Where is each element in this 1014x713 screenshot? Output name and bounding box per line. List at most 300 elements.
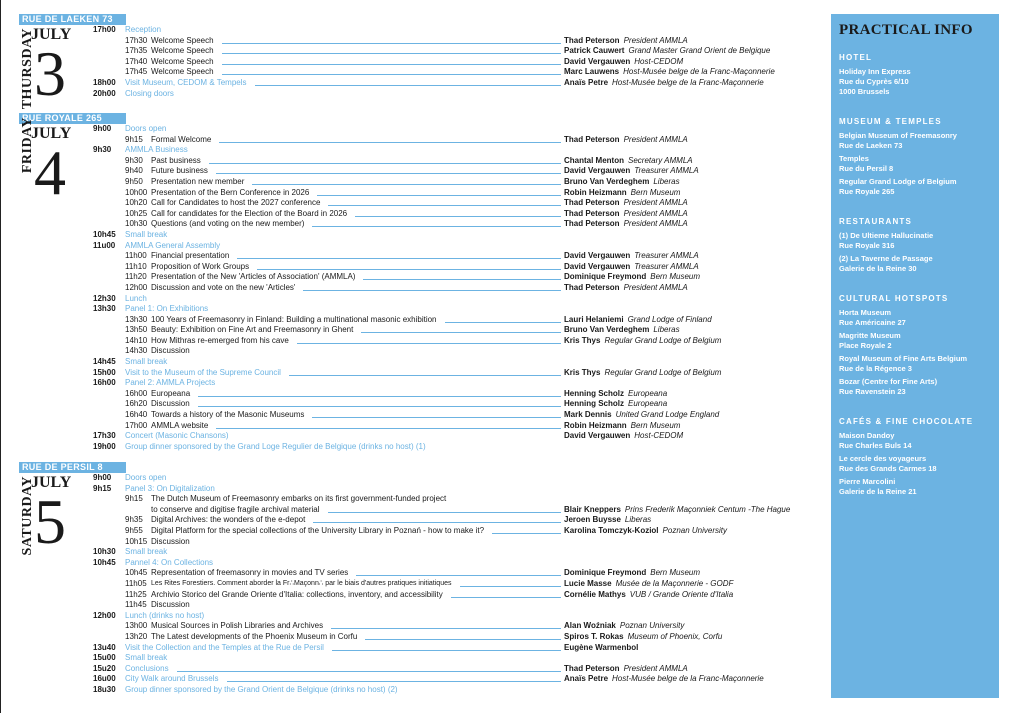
talk-time: 10h25 (125, 208, 148, 218)
info-entry-line: Rue Américaine 27 (839, 318, 906, 327)
speaker-role: President AMMLA (623, 35, 688, 45)
speaker-role: Treasurer AMMLA (634, 166, 699, 176)
session-title: Small break (125, 547, 168, 557)
venue-label: RUE ROYALE 265 (19, 113, 126, 124)
speaker (564, 368, 721, 379)
talk-title: The Dutch Museum of Freemasonry embarks on its first government-funded project (151, 494, 447, 504)
schedule-row (93, 135, 819, 146)
speaker (564, 67, 775, 78)
speaker-name: Lucie Masse (564, 578, 612, 588)
session-title: Lunch (drinks no host) (125, 610, 205, 620)
speaker-name: Mark Dennis (564, 410, 612, 420)
schedule-row (93, 46, 819, 57)
leader-line (222, 53, 561, 54)
talk-time: 13h20 (125, 631, 148, 641)
talk-time: 13h00 (125, 621, 148, 631)
info-entry-line: Horta Museum (839, 308, 892, 317)
speaker-name: David Vergauwen (564, 166, 631, 176)
session-time: 13h30 (93, 304, 116, 314)
venue-label: RUE DE LAEKEN 73 (19, 14, 126, 25)
speaker-name: Jeroen Buysse (564, 515, 621, 525)
session-title: Group dinner sponsored by the Grand Orient de Belgique (drinks no host) (2) (125, 684, 398, 694)
schedule-row (93, 198, 819, 209)
talk-title: Archivio Storico del Grande Oriente d'Italia: collections, inventory, and accessibility (151, 589, 443, 599)
leader-line (445, 322, 561, 323)
speaker (564, 621, 684, 632)
talk-time: 9h40 (125, 166, 143, 176)
speaker-role: Museum of Phoenix, Corfu (627, 631, 723, 641)
schedule-row (93, 315, 819, 326)
speaker (564, 283, 688, 294)
talk-title: The Latest developments of the Phoenix Museum in Corfu (151, 631, 358, 641)
session-title: Visit Museum, CEDOM & Tempels (125, 77, 247, 87)
speaker-name: Spiros T. Rokas (564, 631, 624, 641)
session-title: Panel 3: On Digitalization (125, 483, 215, 493)
info-entry-line: Le cercle des voyageurs (839, 454, 927, 463)
session-time: 9h00 (93, 473, 112, 482)
speaker-name: Marc Lauwens (564, 67, 620, 77)
speaker-role: United Grand Lodge England (615, 410, 720, 420)
schedule-row (93, 294, 819, 305)
schedule-row (93, 494, 819, 505)
speaker-name: Karolina Tomczyk-Koziol (564, 525, 659, 535)
speaker-role: Europeana (628, 388, 668, 398)
session-time: 18h00 (93, 77, 116, 87)
speaker (564, 505, 790, 516)
info-entry (839, 308, 991, 328)
session-title: Panel 2: AMMLA Projects (125, 378, 216, 388)
speaker (564, 272, 700, 283)
speaker (564, 78, 764, 89)
session-title: Doors open (125, 473, 167, 482)
talk-title: Representation of freemasonry in movies and TV series (151, 568, 349, 578)
speaker-role: President AMMLA (623, 134, 688, 144)
speaker-name: Alan Woźniak (564, 621, 616, 631)
leader-line (219, 142, 561, 143)
day-number: 3 (34, 38, 66, 109)
schedule-row (93, 442, 819, 453)
month-label: JULY (31, 474, 72, 491)
speaker-name: Thad Peterson (564, 219, 620, 229)
leader-line (331, 628, 561, 629)
leader-line (328, 512, 561, 513)
info-entry (839, 231, 991, 251)
talk-time: 17h35 (125, 46, 148, 56)
speaker-name: Cornélie Mathys (564, 589, 626, 599)
info-entry-line: Bozar (Centre for Fine Arts) (839, 377, 938, 386)
talk-title: AMMLA website (151, 420, 209, 430)
speaker-name: Robin Heizmann (564, 420, 627, 430)
speaker-name: Robin Heizmann (564, 187, 627, 197)
info-entry-line: Pierre Marcolini (839, 477, 896, 486)
schedule-row (93, 611, 819, 622)
speaker (564, 579, 733, 590)
info-entry-line: Rue du Persil 8 (839, 164, 894, 173)
speaker (564, 156, 693, 167)
speaker (564, 336, 721, 347)
speaker (564, 198, 688, 209)
talk-title: Discussion (151, 399, 190, 409)
speaker (564, 188, 680, 199)
talk-title: Presentation of the New 'Articles of Association' (AMMLA) (151, 272, 356, 282)
leader-line (257, 269, 561, 270)
info-entry (839, 131, 991, 151)
speaker (564, 262, 699, 273)
talk-title: Welcome Speech (151, 35, 214, 45)
schedule-row (93, 241, 819, 252)
info-section (839, 217, 991, 274)
info-section-heading: RESTAURANTS (839, 217, 913, 226)
talk-title: Welcome Speech (151, 67, 214, 77)
talk-title: Welcome Speech (151, 56, 214, 66)
info-entry-line: Rue Charles Buls 14 (839, 441, 912, 450)
speaker (564, 315, 712, 326)
info-section-heading: HOTEL (839, 53, 873, 62)
talk-title: Discussion (151, 536, 190, 546)
speaker-role: President AMMLA (623, 219, 688, 229)
info-entry-line: Royal Museum of Fine Arts Belgium (839, 354, 968, 363)
talk-time: 10h00 (125, 187, 148, 197)
talk-title: Europeana (151, 388, 191, 398)
leader-line (328, 205, 561, 206)
schedule-row (93, 632, 819, 643)
info-entry-line: Regular Grand Lodge of Belgium (839, 177, 957, 186)
speaker-role: Europeana (628, 399, 668, 409)
leader-line (198, 406, 561, 407)
session-title: Pannel 4: On Collections (125, 557, 214, 567)
speaker-name: Dominique Freymond (564, 272, 647, 282)
weekday-label: SATURDAY (20, 476, 35, 556)
talk-time: 17h00 (125, 420, 148, 430)
schedule-row (93, 230, 819, 241)
speaker (564, 515, 651, 526)
speaker-role: Host-Musée belge de la Franc-Maçonnerie (612, 674, 764, 684)
speaker-name: Thad Peterson (564, 282, 620, 292)
talk-title: Discussion (151, 346, 190, 356)
info-entry (839, 377, 991, 397)
talk-time: 16h40 (125, 410, 148, 420)
speaker-role: Bern Museum (650, 568, 701, 578)
talk-time: 9h55 (125, 525, 143, 535)
talk-time: 17h45 (125, 67, 148, 77)
speaker (564, 421, 680, 432)
schedule-row (93, 124, 819, 135)
talk-title: 100 Years of Freemasonry in Finland: Building a multinational masonic exhibition (151, 314, 437, 324)
speaker-role: Host-Musée belge de la Franc-Maçonnerie (623, 67, 775, 77)
schedule-row (93, 251, 819, 262)
talk-time: 11h05 (125, 578, 147, 588)
talk-time: 10h15 (125, 536, 148, 546)
speaker (564, 410, 719, 421)
leader-line (216, 173, 561, 174)
session-title: AMMLA Business (125, 145, 188, 155)
info-entry (839, 354, 991, 374)
info-section-heading: MUSEUM & TEMPLES (839, 117, 942, 126)
session-title: Lunch (125, 293, 147, 303)
schedule-row (93, 579, 819, 590)
leader-line (303, 290, 561, 291)
info-entry (839, 67, 991, 97)
speaker-name: Eugène Warmenbol (564, 642, 639, 652)
talk-time: 16h00 (125, 388, 148, 398)
schedule-row (93, 368, 819, 379)
talk-time: 11h25 (125, 589, 147, 599)
speaker (564, 526, 727, 537)
schedule-row (93, 209, 819, 220)
schedule-row (93, 685, 819, 696)
schedule-row (93, 325, 819, 336)
leader-line (216, 428, 561, 429)
schedule-row (93, 67, 819, 78)
leader-line (222, 74, 561, 75)
talk-time: 13h30 (125, 314, 148, 324)
speaker-name: Henning Scholz (564, 399, 624, 409)
speaker-name: Bruno Van Verdeghem (564, 325, 650, 335)
talk-title: Digital Platform for the special collections of the University Library in Poznań - how to make it? (151, 525, 485, 535)
schedule-row (93, 378, 819, 389)
session-time: 17h00 (93, 25, 116, 34)
info-entry-line: (1) De Ultieme Hallucinatie (839, 231, 934, 240)
talk-time: 17h40 (125, 56, 148, 66)
info-entry (839, 431, 991, 451)
schedule-row (93, 653, 819, 664)
speaker (564, 399, 667, 410)
session-title: Small break (125, 357, 168, 367)
info-entry-line: Maison Dandoy (839, 431, 895, 440)
session-title: Doors open (125, 124, 167, 133)
schedule-row (93, 526, 819, 537)
session-time: 20h00 (93, 88, 116, 98)
speaker (564, 251, 699, 262)
talk-time: 9h30 (125, 155, 143, 165)
session-time: 19h00 (93, 441, 116, 451)
venue-label: RUE DE PERSIL 8 (19, 462, 126, 473)
speaker-role: President AMMLA (623, 198, 688, 208)
leader-line (209, 163, 561, 164)
info-section-heading: CULTURAL HOTSPOTS (839, 294, 949, 303)
talk-time: 13h50 (125, 325, 148, 335)
schedule-row (93, 568, 819, 579)
practical-info-sections (839, 53, 991, 497)
leader-line (222, 64, 561, 65)
leader-line (198, 396, 561, 397)
leader-line (312, 417, 561, 418)
speaker-role: Poznan University (619, 621, 685, 631)
month-label: JULY (31, 26, 72, 43)
speaker-role: Host-CEDOM (634, 431, 684, 441)
info-entry-line: Rue Ravenstein 23 (839, 387, 906, 396)
speaker (564, 177, 680, 188)
schedule-row (93, 600, 819, 611)
schedule-row (93, 505, 819, 516)
talk-title: Beauty: Exhibition on Fine Art and Freemasonry in Ghent (151, 325, 354, 335)
leader-line (365, 639, 561, 640)
speaker (564, 632, 722, 643)
leader-line (297, 343, 561, 344)
session-title: AMMLA General Assembly (125, 240, 221, 250)
schedule-row (93, 272, 819, 283)
talk-title: to conserve and digitise fragile archival material (151, 504, 320, 514)
schedule-rows (93, 473, 819, 695)
talk-title: Past business (151, 155, 201, 165)
info-entry (839, 154, 991, 174)
info-entry-line: Holiday Inn Express (839, 67, 911, 76)
session-time: 16h00 (93, 378, 116, 388)
leader-line (332, 650, 561, 651)
info-entry-line: Galerie de la Reine 21 (839, 487, 917, 496)
speaker (564, 166, 699, 177)
leader-line (492, 533, 561, 534)
session-title: Reception (125, 25, 162, 34)
speaker-role: Host-CEDOM (634, 56, 684, 66)
info-entry-line: Rue Royale 316 (839, 241, 895, 250)
info-entry-line: Rue du Cyprès 6/10 (839, 77, 909, 86)
session-title: Small break (125, 653, 168, 663)
schedule-row (93, 283, 819, 294)
session-time: 10h45 (93, 557, 116, 567)
speaker-role: VUB / Grande Oriente d'Italia (629, 589, 734, 599)
talk-title: Digital Archives: the wonders of the e-depot (151, 515, 306, 525)
info-entry-line: Rue de la Régence 3 (839, 364, 912, 373)
info-entry-line: Place Royale 2 (839, 341, 892, 350)
speaker-name: David Vergauwen (564, 56, 631, 66)
session-time: 16u00 (93, 674, 116, 684)
talk-title: Future business (151, 166, 208, 176)
speaker-role: Bern Museum (630, 187, 681, 197)
talk-title: Formal Welcome (151, 134, 212, 144)
leader-line (255, 85, 561, 86)
info-entry-line: (2) La Taverne de Passage (839, 254, 933, 263)
schedule-row (93, 547, 819, 558)
talk-time: 10h45 (125, 568, 148, 578)
speaker-role: Prins Frederik Maçonniek Centum -The Hague (624, 504, 791, 514)
schedule-row (93, 558, 819, 569)
speaker-name: David Vergauwen (564, 251, 631, 261)
speaker-role: Host-Musée belge de la Franc-Maçonnerie (612, 77, 764, 87)
talk-time: 12h00 (125, 282, 148, 292)
weekday-label: FRIDAY (20, 117, 35, 174)
speaker-role: President AMMLA (623, 208, 688, 218)
schedule-row (93, 36, 819, 47)
talk-time: 11h10 (125, 261, 147, 271)
speaker-name: Lauri Helaniemi (564, 314, 624, 324)
talk-title: Presentation new member (151, 176, 245, 186)
schedule-row (93, 473, 819, 484)
speaker (564, 36, 688, 47)
speaker (564, 431, 683, 442)
leader-line (222, 43, 561, 44)
info-entry (839, 477, 991, 497)
talk-time: 10h20 (125, 198, 148, 208)
schedule-row (93, 262, 819, 273)
schedule-row (93, 166, 819, 177)
leader-line (317, 195, 561, 196)
schedule-row (93, 515, 819, 526)
speaker-role: Bern Museum (630, 420, 681, 430)
session-title: Group dinner sponsored by the Grand Loge Regulier de Belgique (drinks no host) (1) (125, 441, 426, 451)
speaker (564, 590, 733, 601)
speaker-name: Thad Peterson (564, 663, 620, 673)
talk-time: 11h00 (125, 251, 147, 261)
session-time: 15h00 (93, 367, 116, 377)
month-label: JULY (31, 125, 72, 142)
session-time: 12h30 (93, 293, 116, 303)
info-entry-line: Rue de Laeken 73 (839, 141, 903, 150)
talk-time: 17h30 (125, 35, 148, 45)
session-time: 10h30 (93, 547, 116, 557)
schedule-row (93, 156, 819, 167)
speaker-role: Regular Grand Lodge of Belgium (604, 335, 722, 345)
speaker-name: Henning Scholz (564, 388, 624, 398)
session-title: Visit the Collection and the Temples at the Rue de Persil (125, 642, 324, 652)
session-time: 10h45 (93, 229, 116, 239)
practical-info-panel (831, 14, 999, 698)
session-time: 9h15 (93, 483, 112, 493)
session-time: 13u40 (93, 642, 116, 652)
talk-time: 9h50 (125, 176, 143, 186)
weekday-label: THURSDAY (20, 28, 35, 110)
schedule-row (93, 484, 819, 495)
leader-line (361, 332, 561, 333)
speaker (564, 643, 642, 654)
leader-line (460, 586, 561, 587)
speaker (564, 57, 683, 68)
schedule-row (93, 145, 819, 156)
talk-title: Towards a history of the Masonic Museums (151, 410, 305, 420)
leader-line (356, 575, 561, 576)
leader-line (289, 375, 561, 376)
schedule-rows (93, 25, 819, 99)
speaker-name: Anaïs Petre (564, 674, 609, 684)
speaker-name: Bruno Van Verdeghem (564, 176, 650, 186)
session-time: 14h45 (93, 357, 116, 367)
speaker-role: Grand Lodge of Finland (627, 314, 712, 324)
schedule-row (93, 219, 819, 230)
talk-title: Musical Sources in Polish Libraries and Archives (151, 621, 324, 631)
info-section (839, 117, 991, 197)
schedule-row (93, 674, 819, 685)
schedule-rows (93, 124, 819, 452)
schedule-row (93, 410, 819, 421)
talk-title: Presentation of the Bern Conference in 2026 (151, 187, 310, 197)
info-entry (839, 454, 991, 474)
schedule-row (93, 431, 819, 442)
leader-line (313, 522, 561, 523)
leader-line (363, 279, 561, 280)
speaker-name: Chantal Menton (564, 155, 624, 165)
speaker-name: Kris Thys (564, 367, 601, 377)
talk-time: 9h15 (125, 494, 143, 504)
speaker (564, 46, 770, 57)
speaker-name: Thad Peterson (564, 208, 620, 218)
info-entry-line: 1000 Brussels (839, 87, 890, 96)
speaker-role: Treasurer AMMLA (634, 251, 699, 261)
schedule-row (93, 346, 819, 357)
talk-title: Call for Candidates to host the 2027 conference (151, 198, 321, 208)
info-section (839, 294, 991, 397)
talk-title: Financial presentation (151, 251, 230, 261)
session-title: Panel 1: On Exhibitions (125, 304, 209, 314)
speaker-name: Thad Peterson (564, 198, 620, 208)
speaker (564, 664, 688, 675)
speaker-name: Kris Thys (564, 335, 601, 345)
speaker-role: Liberas (653, 325, 680, 335)
session-title: City Walk around Brussels (125, 674, 219, 684)
session-time: 9h30 (93, 145, 112, 155)
schedule-row (93, 89, 819, 100)
speaker-role: Treasurer AMMLA (634, 261, 699, 271)
speaker-role: President AMMLA (623, 282, 688, 292)
